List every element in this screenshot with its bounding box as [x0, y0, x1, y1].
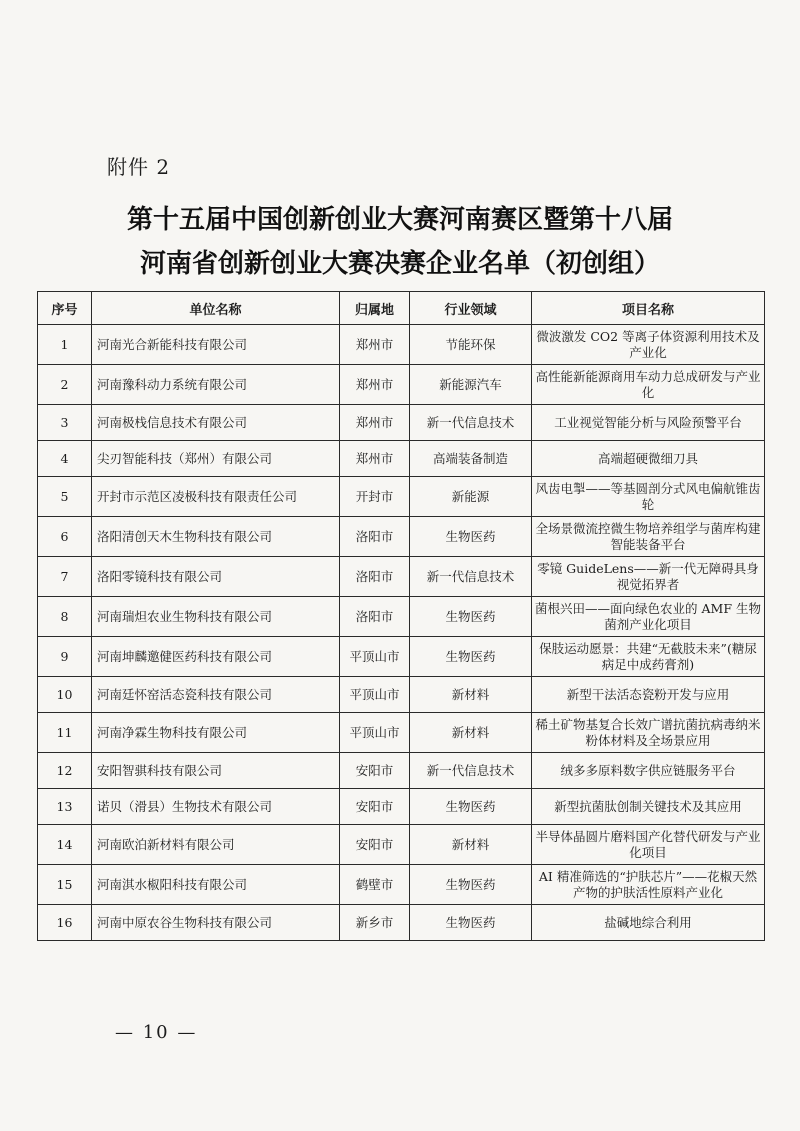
company-name: 河南净霖生物科技有限公司 [92, 713, 340, 753]
project-name: 保肢运动愿景：共建“无截肢未来”(糖尿病足中成药膏剂) [532, 637, 765, 677]
location: 开封市 [340, 477, 410, 517]
location: 洛阳市 [340, 557, 410, 597]
header-serial-number: 序号 [38, 292, 92, 325]
company-name: 河南淇水椒阳科技有限公司 [92, 865, 340, 905]
project-name: 微波激发 CO2 等离子体资源利用技术及产业化 [532, 325, 765, 365]
industry: 新能源汽车 [410, 365, 532, 405]
header-industry: 行业领域 [410, 292, 532, 325]
industry: 新一代信息技术 [410, 557, 532, 597]
project-name: 高性能新能源商用车动力总成研发与产业化 [532, 365, 765, 405]
header-project-name: 项目名称 [532, 292, 765, 325]
company-name: 安阳智骐科技有限公司 [92, 753, 340, 789]
location: 洛阳市 [340, 597, 410, 637]
company-name: 河南豫科动力系统有限公司 [92, 365, 340, 405]
company-name: 尖刃智能科技（郑州）有限公司 [92, 441, 340, 477]
company-list-table [37, 291, 765, 941]
row-number: 5 [38, 477, 92, 517]
table-row [38, 597, 765, 637]
company-name: 河南中原农谷生物科技有限公司 [92, 905, 340, 941]
industry: 生物医药 [410, 637, 532, 677]
table-row [38, 905, 765, 941]
industry: 生物医药 [410, 905, 532, 941]
location: 平顶山市 [340, 677, 410, 713]
row-number: 14 [38, 825, 92, 865]
table-header-row [38, 292, 765, 325]
industry: 新材料 [410, 713, 532, 753]
project-name: 稀土矿物基复合长效广谱抗菌抗病毒纳米粉体材料及全场景应用 [532, 713, 765, 753]
row-number: 7 [38, 557, 92, 597]
project-name: 零镜 GuideLens——新一代无障碍具身视觉拓界者 [532, 557, 765, 597]
row-number: 3 [38, 405, 92, 441]
company-name: 开封市示范区凌极科技有限责任公司 [92, 477, 340, 517]
table-row [38, 865, 765, 905]
row-number: 4 [38, 441, 92, 477]
table-row [38, 517, 765, 557]
table-row [38, 325, 765, 365]
company-name: 洛阳零镜科技有限公司 [92, 557, 340, 597]
row-number: 6 [38, 517, 92, 557]
document-title-line-1: 第十五届中国创新创业大赛河南赛区暨第十八届 [126, 205, 673, 235]
project-name: 新型抗菌肽创制关键技术及其应用 [532, 789, 765, 825]
table-row [38, 365, 765, 405]
project-name: 新型干法活态瓷粉开发与应用 [532, 677, 765, 713]
industry: 生物医药 [410, 789, 532, 825]
project-name: AI 精准筛选的“护肤芯片”——花椒天然产物的护肤活性原料产业化 [532, 865, 765, 905]
document-title-line-2: 河南省创新创业大赛决赛企业名单（初创组） [139, 249, 660, 279]
table-row [38, 753, 765, 789]
industry: 高端装备制造 [410, 441, 532, 477]
project-name: 工业视觉智能分析与风险预警平台 [532, 405, 765, 441]
row-number: 1 [38, 325, 92, 365]
project-name: 半导体晶圆片磨料国产化替代研发与产业化项目 [532, 825, 765, 865]
row-number: 12 [38, 753, 92, 789]
company-name: 河南瑞炟农业生物科技有限公司 [92, 597, 340, 637]
industry: 新能源 [410, 477, 532, 517]
table-row [38, 441, 765, 477]
row-number: 13 [38, 789, 92, 825]
row-number: 16 [38, 905, 92, 941]
project-name: 风齿电掣——等基圆剖分式风电偏航锥齿轮 [532, 477, 765, 517]
location: 鹤壁市 [340, 865, 410, 905]
industry: 新一代信息技术 [410, 405, 532, 441]
location: 平顶山市 [340, 713, 410, 753]
project-name: 绒多多原料数字供应链服务平台 [532, 753, 765, 789]
table-row [38, 405, 765, 441]
table-row [38, 477, 765, 517]
company-name: 诺贝（滑县）生物技术有限公司 [92, 789, 340, 825]
row-number: 2 [38, 365, 92, 405]
row-number: 15 [38, 865, 92, 905]
company-name: 河南极栈信息技术有限公司 [92, 405, 340, 441]
attachment-label: 附件 2 [107, 155, 171, 179]
table-row [38, 789, 765, 825]
project-name: 全场景微流控微生物培养组学与菌库构建智能装备平台 [532, 517, 765, 557]
project-name: 盐碱地综合利用 [532, 905, 765, 941]
location: 郑州市 [340, 365, 410, 405]
industry: 生物医药 [410, 517, 532, 557]
table-row [38, 557, 765, 597]
project-name: 菌根兴田——面向绿色农业的 AMF 生物菌剂产业化项目 [532, 597, 765, 637]
industry: 新一代信息技术 [410, 753, 532, 789]
header-location: 归属地 [340, 292, 410, 325]
location: 安阳市 [340, 789, 410, 825]
project-name: 高端超硬微细刀具 [532, 441, 765, 477]
industry: 生物医药 [410, 597, 532, 637]
row-number: 10 [38, 677, 92, 713]
table-row [38, 637, 765, 677]
location: 郑州市 [340, 325, 410, 365]
industry: 新材料 [410, 825, 532, 865]
page-number: — 10 — [115, 1022, 198, 1043]
table-row [38, 825, 765, 865]
company-name: 河南光合新能科技有限公司 [92, 325, 340, 365]
row-number: 8 [38, 597, 92, 637]
row-number: 9 [38, 637, 92, 677]
location: 新乡市 [340, 905, 410, 941]
company-name: 河南坤麟邀健医药科技有限公司 [92, 637, 340, 677]
location: 郑州市 [340, 405, 410, 441]
row-number: 11 [38, 713, 92, 753]
table-row [38, 713, 765, 753]
industry: 节能环保 [410, 325, 532, 365]
location: 洛阳市 [340, 517, 410, 557]
location: 安阳市 [340, 825, 410, 865]
table-row [38, 677, 765, 713]
industry: 新材料 [410, 677, 532, 713]
company-name: 洛阳清创天木生物科技有限公司 [92, 517, 340, 557]
industry: 生物医药 [410, 865, 532, 905]
header-company-name: 单位名称 [92, 292, 340, 325]
company-name: 河南欧泊新材料有限公司 [92, 825, 340, 865]
location: 郑州市 [340, 441, 410, 477]
company-name: 河南廷怀窑活态瓷科技有限公司 [92, 677, 340, 713]
location: 安阳市 [340, 753, 410, 789]
location: 平顶山市 [340, 637, 410, 677]
